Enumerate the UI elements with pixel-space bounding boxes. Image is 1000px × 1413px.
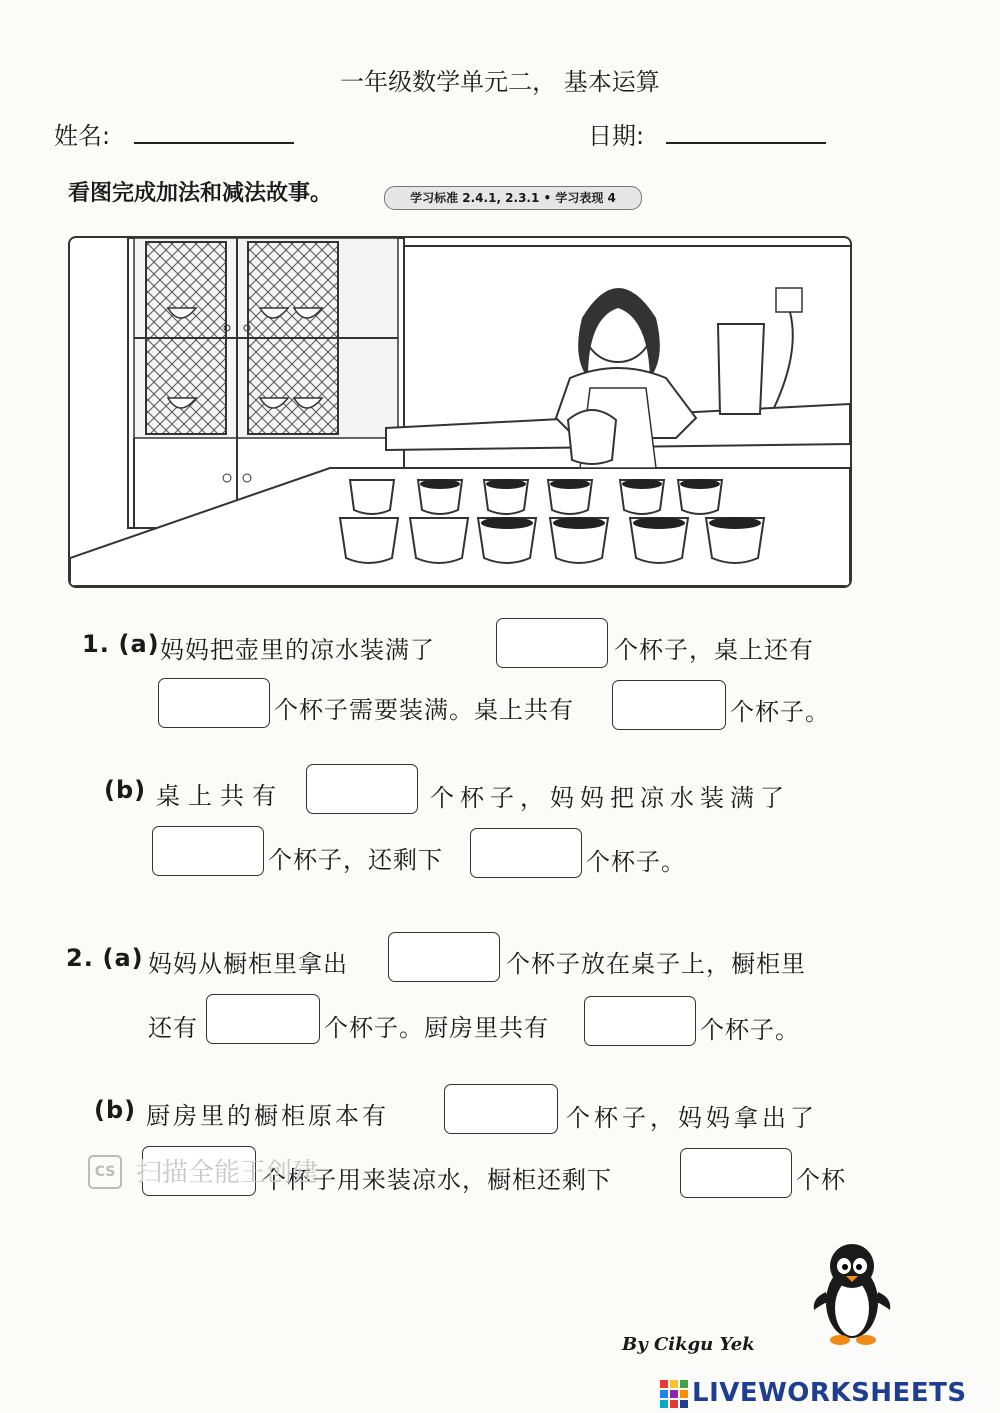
q1a-text-4: 个杯子。 [730, 698, 830, 726]
q1-number-label [82, 630, 160, 658]
q1b-label-wrap [104, 776, 146, 804]
q2a-answer-2[interactable] [206, 994, 320, 1044]
q2b-text-2: 个杯子，妈妈拿出了 [566, 1104, 818, 1132]
page-title: 一年级数学单元二， 基本运算 [340, 68, 660, 96]
q1a-text-2: 个杯子，桌上还有 [614, 636, 814, 664]
q2a-text-1: 妈妈从橱柜里拿出 [148, 950, 348, 978]
name-label: 姓名: [54, 122, 111, 150]
q2b-text-1: 厨房里的橱柜原本有 [146, 1102, 389, 1130]
q1b-answer-1[interactable] [306, 764, 418, 814]
penguin-icon [812, 1236, 892, 1348]
date-line [666, 142, 826, 144]
q2b-text-4: 个杯 [796, 1166, 846, 1194]
q1a-text-3: 个杯子需要装满。桌上共有 [274, 696, 574, 724]
liveworksheets-logo-icon [660, 1380, 688, 1408]
q2a-text-5: 个杯子。 [700, 1016, 800, 1044]
q1b-answer-3[interactable] [470, 828, 582, 878]
q2-number-label [66, 944, 144, 972]
q2a-label: (a) [102, 944, 144, 972]
q2a-text-3: 还有 [148, 1014, 198, 1042]
q1-number: 1. [82, 630, 110, 658]
q1b-text-1: 桌上共有 [156, 782, 284, 810]
q2a-answer-3[interactable] [584, 996, 696, 1046]
q1a-answer-2[interactable] [158, 678, 270, 728]
author-credit: By Cikgu Yek [622, 1334, 755, 1355]
standard-badge: 学习标准 2.4.1, 2.3.1 • 学习表现 4 [384, 186, 642, 210]
q1a-answer-3[interactable] [612, 680, 726, 730]
q1b-text-3: 个杯子，还剩下 [268, 846, 443, 874]
q1a-text-1: 妈妈把壶里的凉水装满了 [160, 636, 435, 664]
instruction-text: 看图完成加法和减法故事。 [68, 181, 333, 206]
liveworksheets-brand[interactable]: LIVEWORKSHEETS [692, 1378, 967, 1408]
q1b-answer-2[interactable] [152, 826, 264, 876]
q2b-answer-3[interactable] [680, 1148, 792, 1198]
q2a-answer-1[interactable] [388, 932, 500, 982]
q1a-answer-1[interactable] [496, 618, 608, 668]
q2b-label: (b) [94, 1096, 137, 1124]
q2a-text-2: 个杯子放在桌子上，橱柜里 [506, 950, 806, 978]
q2a-text-4: 个杯子。厨房里共有 [324, 1014, 549, 1042]
kitchen-scene-drawing [70, 238, 850, 586]
q1a-label: (a) [118, 630, 160, 658]
kitchen-illustration [68, 236, 852, 588]
q2b-label-wrap [94, 1096, 136, 1124]
scanner-watermark: 扫描全能王创建 [136, 1158, 319, 1188]
q2b-answer-1[interactable] [444, 1084, 558, 1134]
q2-number: 2. [66, 944, 94, 972]
date-label: 日期: [588, 122, 645, 150]
name-line [134, 142, 294, 144]
q2b-text-3: 个杯子用来装凉水，橱柜还剩下 [262, 1166, 612, 1194]
q1b-text-2: 个杯子，妈妈把凉水装满了 [430, 784, 790, 812]
q1b-text-4: 个杯子。 [586, 848, 686, 876]
camscanner-icon: CS [88, 1155, 122, 1189]
q1b-label: (b) [104, 776, 147, 804]
